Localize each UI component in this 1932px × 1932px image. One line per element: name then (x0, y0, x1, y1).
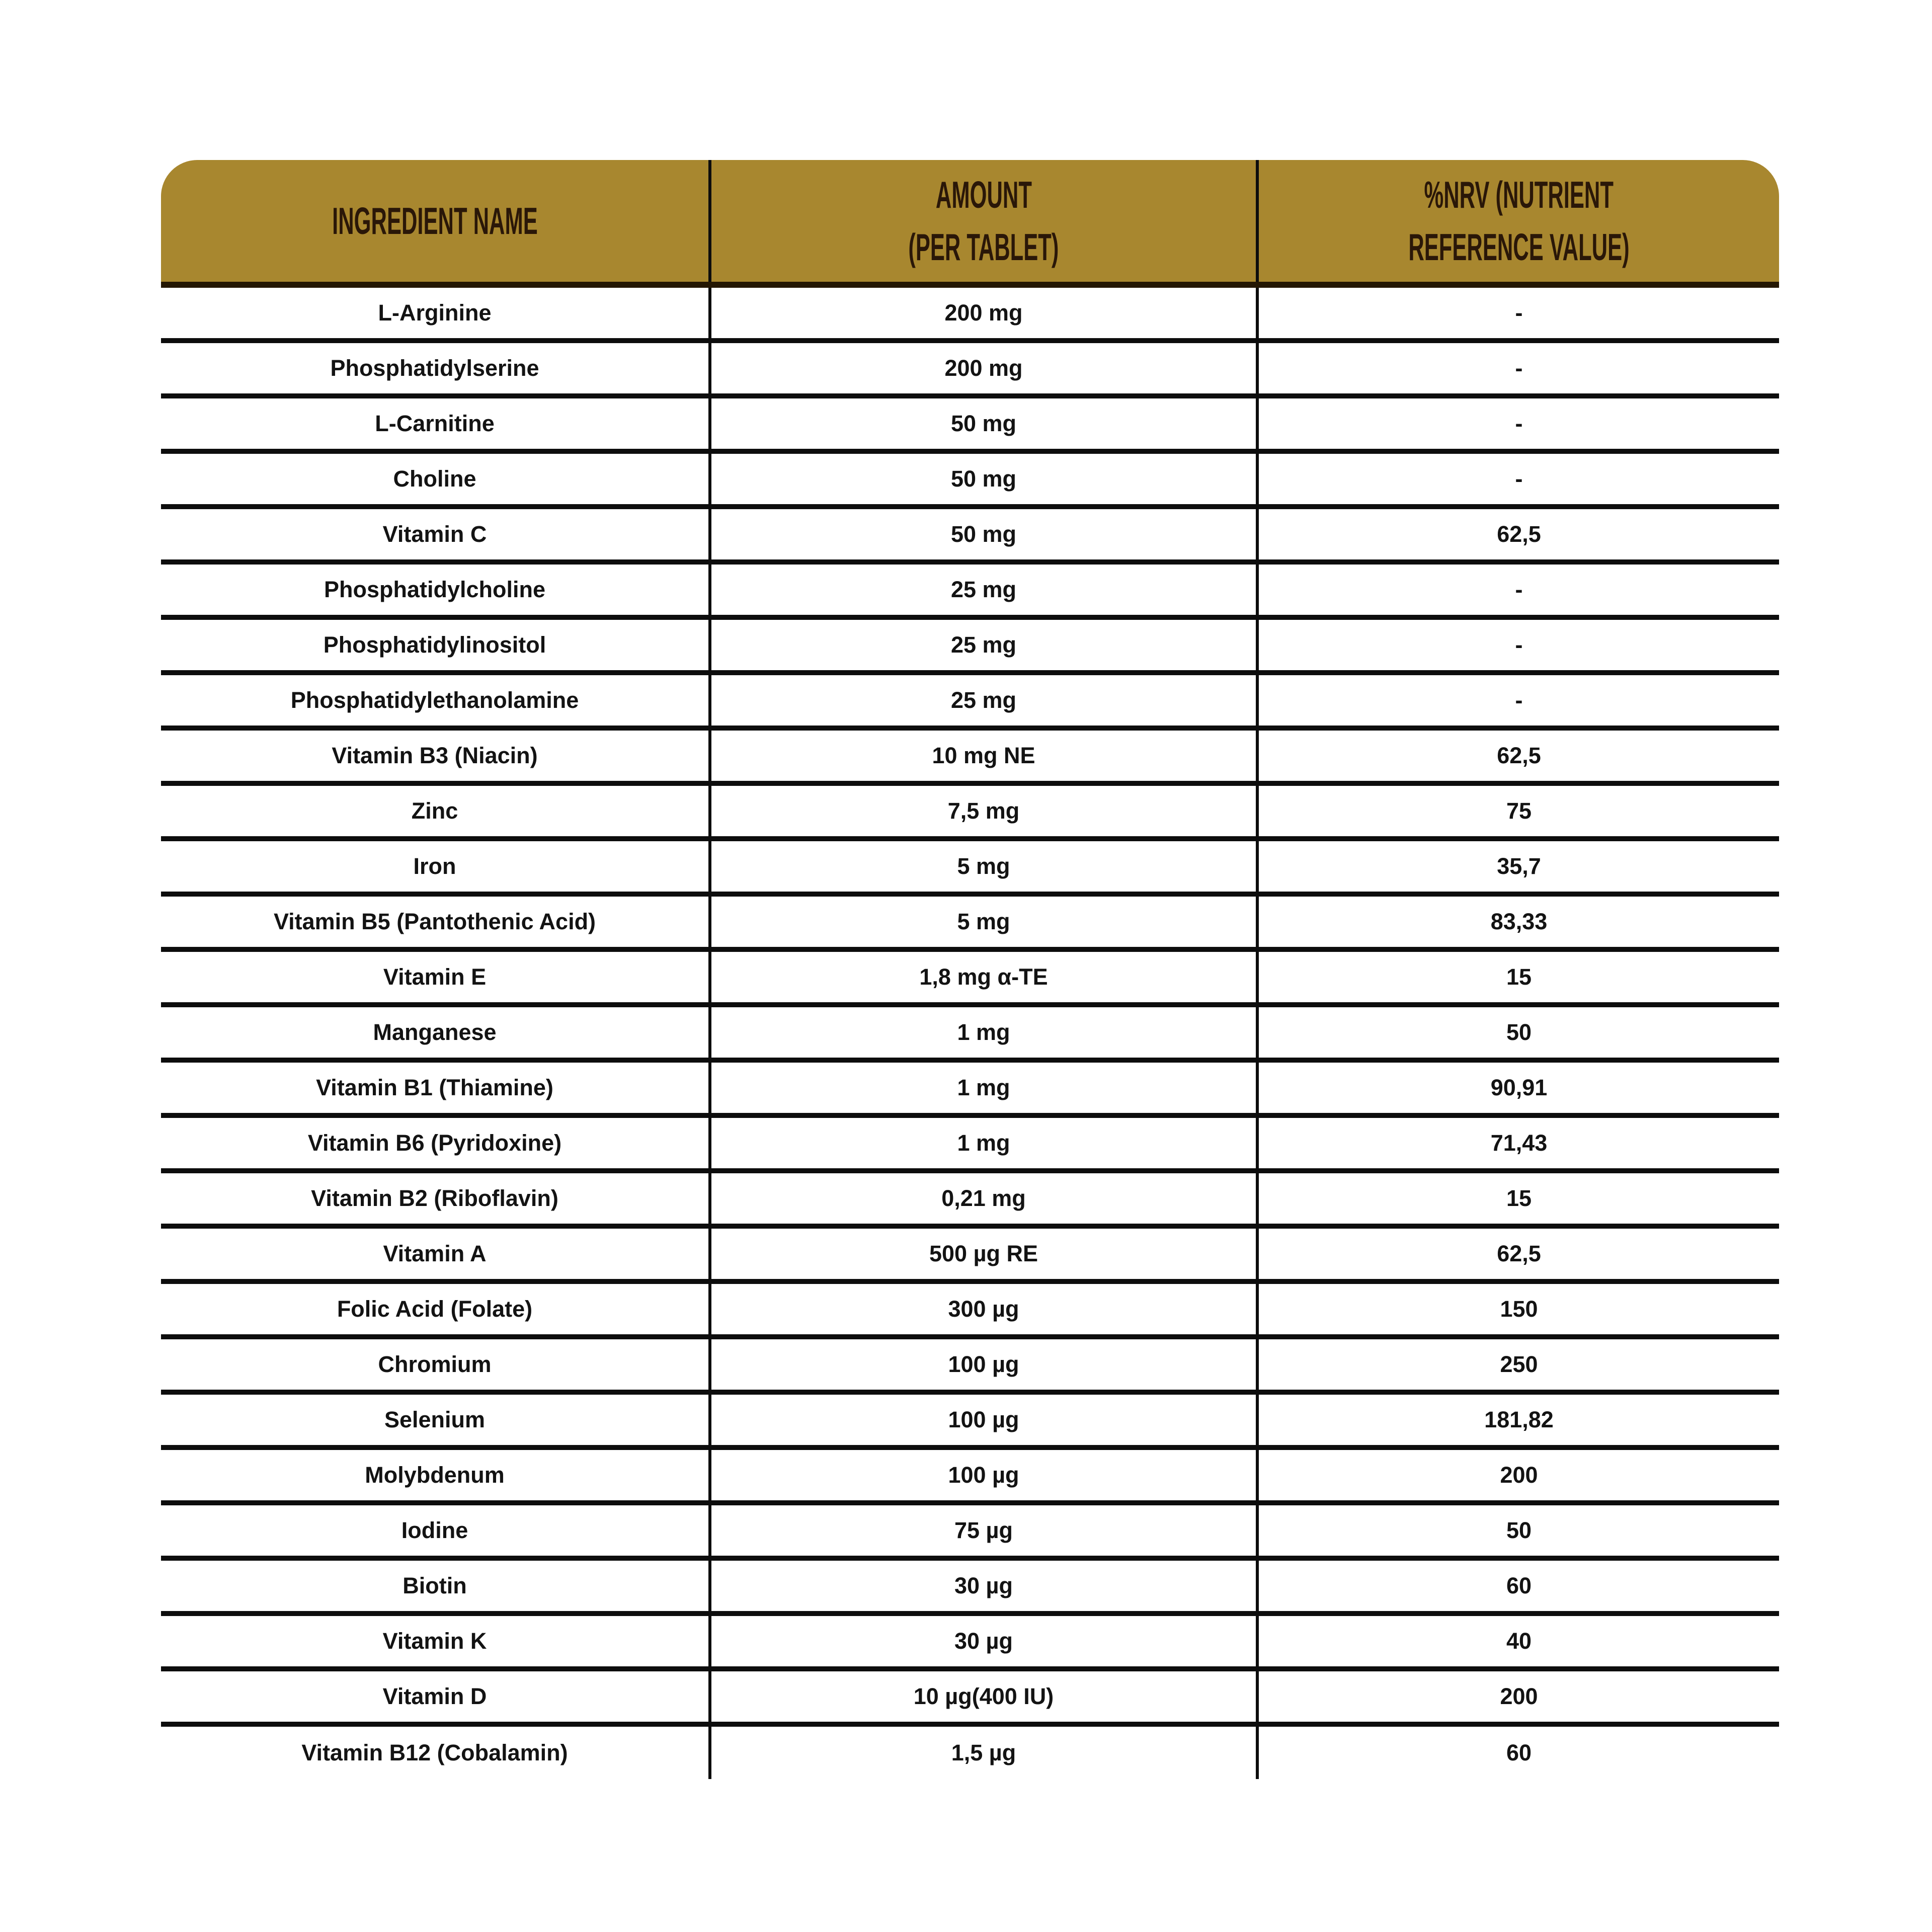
amount-cell: 7,5 mg (708, 786, 1256, 836)
nrv-cell: 150 (1256, 1284, 1779, 1334)
amount-cell: 5 mg (708, 897, 1256, 947)
table-row (161, 952, 1779, 1007)
ingredients-table (161, 160, 1779, 1779)
nrv-cell: 83,33 (1256, 897, 1779, 947)
ingredient-cell: Iron (413, 853, 456, 879)
ingredient-cell: Folic Acid (Folate) (337, 1296, 533, 1322)
nrv-cell: 90,91 (1256, 1063, 1779, 1113)
amount-cell: 200 mg (708, 343, 1256, 393)
ingredient-cell: Vitamin K (382, 1628, 487, 1654)
ingredient-cell: Vitamin A (383, 1241, 487, 1266)
amount-cell: 5 mg (708, 841, 1256, 892)
nrv-cell: 60 (1256, 1727, 1779, 1779)
ingredient-cell: Vitamin B3 (Niacin) (332, 743, 538, 768)
nrv-cell: 60 (1256, 1561, 1779, 1611)
nrv-cell: 62,5 (1256, 731, 1779, 781)
table-row (161, 1173, 1779, 1229)
table-row (161, 1671, 1779, 1727)
amount-cell: 50 mg (708, 454, 1256, 504)
amount-cell: 30 µg (708, 1561, 1256, 1611)
amount-cell: 10 mg NE (708, 731, 1256, 781)
table-row (161, 1616, 1779, 1671)
table-row (161, 1450, 1779, 1505)
ingredient-cell: L-Carnitine (375, 411, 495, 436)
table-body (161, 288, 1779, 1779)
ingredient-cell: Biotin (403, 1573, 467, 1598)
table-row (161, 1339, 1779, 1395)
nrv-cell: 75 (1256, 786, 1779, 836)
table-row (161, 1229, 1779, 1284)
header-label: INGREDIENT NAME (332, 199, 538, 243)
ingredient-cell: Vitamin D (382, 1683, 487, 1709)
amount-cell: 100 µg (708, 1339, 1256, 1390)
amount-cell: 100 µg (708, 1450, 1256, 1500)
nrv-cell: 62,5 (1256, 509, 1779, 559)
amount-cell: 50 mg (708, 509, 1256, 559)
nrv-cell: 62,5 (1256, 1229, 1779, 1279)
amount-cell: 200 mg (708, 288, 1256, 338)
header-label: %NRV (NUTRIENT (1424, 173, 1614, 216)
ingredient-cell: Vitamin B12 (Cobalamin) (301, 1740, 568, 1765)
amount-cell: 25 mg (708, 620, 1256, 670)
ingredient-cell: Choline (393, 466, 476, 492)
table-row (161, 897, 1779, 952)
table-row (161, 1561, 1779, 1616)
nrv-cell: 250 (1256, 1339, 1779, 1390)
nrv-cell: - (1256, 398, 1779, 449)
amount-cell: 25 mg (708, 675, 1256, 726)
table-row (161, 620, 1779, 675)
table-row (161, 288, 1779, 343)
ingredient-cell: Selenium (384, 1407, 486, 1432)
ingredient-cell: Phosphatidylinositol (323, 632, 546, 658)
table-row (161, 1395, 1779, 1450)
header-label: (PER TABLET) (908, 225, 1059, 269)
nrv-cell: - (1256, 454, 1779, 504)
nrv-cell: - (1256, 620, 1779, 670)
ingredient-cell: Phosphatidylcholine (324, 577, 546, 602)
nrv-cell: - (1256, 288, 1779, 338)
amount-cell: 50 mg (708, 398, 1256, 449)
table-header-row (161, 160, 1779, 288)
amount-cell: 100 µg (708, 1395, 1256, 1445)
nrv-cell: 15 (1256, 1173, 1779, 1224)
nrv-cell: 50 (1256, 1007, 1779, 1058)
amount-cell: 25 mg (708, 565, 1256, 615)
amount-cell: 300 µg (708, 1284, 1256, 1334)
ingredient-cell: Vitamin B6 (Pyridoxine) (307, 1130, 562, 1156)
table-row (161, 509, 1779, 565)
nrv-cell: - (1256, 565, 1779, 615)
table-row (161, 565, 1779, 620)
amount-cell: 1 mg (708, 1118, 1256, 1168)
table-row (161, 343, 1779, 398)
ingredient-cell: Chromium (378, 1351, 492, 1377)
header-cell-ingredient (161, 160, 708, 282)
nrv-cell: 71,43 (1256, 1118, 1779, 1168)
header-cell-amount (708, 160, 1256, 282)
ingredient-cell: Phosphatidylethanolamine (290, 687, 579, 713)
ingredient-cell: Vitamin C (382, 521, 487, 547)
amount-cell: 1 mg (708, 1007, 1256, 1058)
ingredient-cell: L-Arginine (378, 300, 492, 326)
nrv-cell: 40 (1256, 1616, 1779, 1666)
nrv-cell: - (1256, 343, 1779, 393)
amount-cell: 1 mg (708, 1063, 1256, 1113)
amount-cell: 75 µg (708, 1505, 1256, 1556)
ingredient-cell: Molybdenum (365, 1462, 505, 1488)
ingredient-cell: Phosphatidylserine (330, 355, 539, 381)
nrv-cell: 200 (1256, 1450, 1779, 1500)
table-row (161, 1063, 1779, 1118)
amount-cell: 1,8 mg α-TE (708, 952, 1256, 1002)
nrv-cell: - (1256, 675, 1779, 726)
table-row (161, 454, 1779, 509)
header-label: REFERENCE VALUE) (1408, 225, 1630, 269)
table-row (161, 1118, 1779, 1173)
ingredient-cell: Zinc (411, 798, 458, 824)
table-row (161, 1727, 1779, 1779)
nrv-cell: 200 (1256, 1671, 1779, 1722)
amount-cell: 1,5 µg (708, 1727, 1256, 1779)
ingredient-cell: Vitamin B2 (Riboflavin) (311, 1185, 558, 1211)
ingredient-cell: Vitamin E (383, 964, 487, 990)
nrv-cell: 181,82 (1256, 1395, 1779, 1445)
amount-cell: 10 µg(400 IU) (708, 1671, 1256, 1722)
ingredient-cell: Iodine (401, 1517, 468, 1543)
header-cell-nrv (1256, 160, 1779, 282)
table-row (161, 1007, 1779, 1063)
table-row (161, 675, 1779, 731)
nrv-cell: 15 (1256, 952, 1779, 1002)
table-row (161, 841, 1779, 897)
table-row (161, 398, 1779, 454)
amount-cell: 0,21 mg (708, 1173, 1256, 1224)
ingredient-cell: Vitamin B5 (Pantothenic Acid) (273, 909, 596, 934)
table-row (161, 731, 1779, 786)
table-row (161, 1505, 1779, 1561)
nrv-cell: 50 (1256, 1505, 1779, 1556)
table-row (161, 1284, 1779, 1339)
amount-cell: 30 µg (708, 1616, 1256, 1666)
nrv-cell: 35,7 (1256, 841, 1779, 892)
amount-cell: 500 µg RE (708, 1229, 1256, 1279)
ingredient-cell: Manganese (373, 1019, 497, 1045)
ingredient-cell: Vitamin B1 (Thiamine) (316, 1075, 553, 1100)
table-row (161, 786, 1779, 841)
header-label: AMOUNT (935, 173, 1032, 216)
